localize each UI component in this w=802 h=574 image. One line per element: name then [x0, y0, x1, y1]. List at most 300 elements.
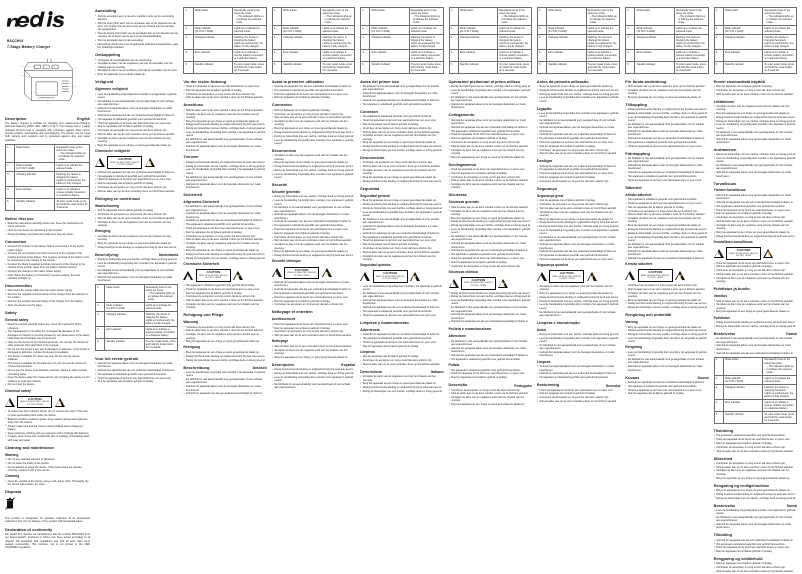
table-cell-index: 1.	[449, 8, 458, 26]
cell-line: (12 V/12 V AGM)	[106, 307, 125, 311]
list-item: • Lees de handleiding zorgvuldig door voordat u het apparaat in gebruik neemt.	[537, 96, 620, 103]
filler-nl-5	[95, 258, 178, 283]
list-item: • Berg het apparaat op een droge en goed geventileerde plaats op.	[449, 217, 532, 220]
list-item: • Gebruik het apparaat niet als een onderdeel beschadigd of defect is.	[449, 320, 532, 323]
caution-subtitle-es: RISK OF ELECTRIC SHOCK DO NOT OPEN	[375, 275, 405, 281]
table-row	[361, 62, 443, 74]
table-row	[272, 50, 354, 62]
column-9-finnish-danish-norwegian	[713, 6, 798, 574]
list-item: • Sluit de lader aan op de accu voordat u deze op het lichtnet aansluit.	[449, 145, 532, 148]
table-cell-function	[55, 145, 90, 163]
list-item: • Draag beschermende kleding en oogbescherming bij werk aan accu's.	[714, 116, 797, 119]
list-item: • Controleer de accupolen en zorg ervoor dat deze schoon zijn.	[272, 113, 355, 116]
list-item: • Controleer de accupolen en zorg ervoor dat deze schoon zijn.	[714, 269, 797, 272]
language-label-svenska: Svenska	[605, 383, 621, 388]
filler-fi-7	[714, 321, 797, 329]
list-item: • Sluit de lader aan op de accu voordat u deze op het lichtnet aansluit.	[537, 152, 620, 155]
column-5-spanish	[360, 6, 443, 563]
list-disconnection-en	[5, 289, 90, 307]
column-6-italian	[449, 6, 532, 563]
cell-line: Flashing: the device is charging the battery.	[587, 36, 612, 43]
warning-icon-strip-es	[360, 270, 443, 283]
cell-line: Mode indicator	[548, 27, 565, 31]
cell-line: Standby indicator	[371, 63, 391, 67]
table-cell-function	[409, 35, 443, 50]
list-item: • Berg het apparaat op een droge en goed geventileerde plaats op.	[272, 250, 355, 253]
table-row	[714, 411, 796, 423]
list-item: • Het apparaat is uitsluitend geschikt voor gebruik binnenshuis.	[183, 223, 266, 226]
table-cell-index: 4.	[361, 50, 370, 62]
cell-line: Mode indicator	[724, 27, 741, 31]
parts-table-body	[6, 145, 90, 211]
cell-line: Mode indicator	[371, 27, 388, 31]
table-cell-index: 5.	[714, 411, 723, 423]
list-item: • Controleer de accupolen en zorg ervoor dat deze schoon zijn.	[95, 213, 178, 216]
filler-fr-8	[272, 368, 355, 390]
list-item: • Gebruik het apparaat niet als een onderdeel beschadigd of defect is.	[537, 165, 620, 168]
list-item: • De fabrikant is niet aansprakelijk voor gevolgschade of voor schade aan eigendommen.	[449, 340, 532, 347]
list-item: • Read the instructions carefully before use. Keep the instructions for future reference.	[5, 222, 90, 229]
list-item: • Lees de handleiding zorgvuldig door voordat u het apparaat in gebruik neemt.	[625, 116, 708, 123]
table-row	[272, 8, 354, 26]
list-item: • Sluit de lader aan op de accu voordat u deze op het lichtnet aansluit.	[360, 131, 443, 134]
list-item: • Houd het apparaat uit de buurt van warmtebronnen en open vuur.	[625, 202, 708, 205]
heading-before-first-use-pt: Antes da primeira utilização	[536, 78, 589, 84]
list-item: • Verwijder de klem van de negatieve pool van het chassis van het voertuig.	[449, 183, 532, 190]
table-cell-function	[321, 62, 355, 74]
table-cell-index: 3.	[449, 35, 458, 50]
list-item: • Remove the positive terminal clamp of the charger from the battery.	[5, 300, 90, 303]
table-cell-part	[547, 8, 586, 26]
table-cell-index: 3.	[361, 35, 370, 50]
caution-title-pt: CAUTION	[559, 271, 574, 276]
list-item: • Verwijder de klem van de negatieve pool van het chassis van het voertuig.	[183, 333, 266, 340]
heading-cleaning-sub-fi: Puhdistus	[713, 315, 731, 320]
filler-sv-2	[625, 108, 708, 148]
heading-general-safety-pt: Segurança geral	[536, 193, 564, 198]
list-item: • Sluit de lader aan op de accu voordat u deze op het lichtnet aansluit.	[714, 570, 797, 573]
list-item: • Controleer de accupolen en zorg ervoor dat deze schoon zijn.	[537, 203, 620, 206]
table-cell-part	[105, 312, 144, 327]
list-item: • Do not use the device near bathtubs, showers, basins or other vessels containing water.	[5, 369, 90, 376]
heading-general-safety-it: Sicurezza generale	[448, 200, 480, 205]
filler-it-7	[449, 369, 532, 380]
list-item: • Het apparaat is uitsluitend geschikt voor gebruik binnenshuis.	[360, 115, 443, 118]
table-cell-index: 1.	[714, 357, 723, 375]
table-cell-function	[674, 26, 708, 35]
list-item: • Het apparaat is uitsluitend geschikt voor gebruik binnenshuis.	[272, 224, 355, 227]
table-cell-index: 4.	[714, 399, 723, 411]
list-item: • De fabrikant is niet aansprakelijk voor gevolgschade of voor schade aan eigendommen.	[537, 236, 620, 243]
list-item: • Verwijder de klem van de negatieve pool van het chassis van het voertuig.	[183, 242, 266, 249]
parts-table-fi	[714, 7, 797, 74]
list-item: • Reinig de buitenzijde met een zachte, vochtige doek en droog goed af.	[95, 258, 178, 261]
table-cell-part	[723, 384, 762, 399]
list-item: • Gebruik het apparaat niet als een onderdeel beschadigd of defect is.	[95, 369, 178, 372]
table-cell-index: 4.	[6, 187, 15, 199]
list-item: • Controleer de accupolen en zorg ervoor dat deze schoon zijn.	[537, 149, 620, 152]
table-cell-part	[547, 26, 586, 35]
heading-cleaning-fi: Puhdistus ja huolto	[713, 286, 750, 292]
heading-cleaning-no: Rengjøring og vedlikehold	[713, 556, 763, 562]
warning-triangle-icon-left-it	[449, 279, 459, 288]
section-title-description-nl: Beschrijving	[95, 251, 119, 257]
heading-chemical-safety-pt: Segurança química	[536, 263, 568, 268]
list-item: • Dek het apparaat niet af tijdens gebruik of opslag.	[537, 392, 620, 395]
list-item: • Houd het apparaat uit de buurt van warmtebronnen en open vuur.	[360, 119, 443, 122]
table-row	[537, 26, 619, 35]
filler-it-4	[449, 206, 532, 269]
list-item: • Sluit de acculader aan op de accu voordat u deze op de netvoeding aansluit.	[95, 15, 178, 22]
description-header-fi	[625, 376, 708, 380]
table-cell-part	[723, 35, 762, 50]
cell-line: (12 V/12 V AGM)	[16, 167, 35, 171]
list-item: • Dek het apparaat niet af tijdens gebruik of opslag.	[360, 123, 443, 126]
list-item: • Houd het apparaat uit de buurt van warmtebronnen en open vuur.	[714, 262, 797, 265]
heading-cleaning-sub-fr: Nettoyage	[271, 339, 289, 344]
table-cell-function	[55, 199, 90, 211]
filler-no-1	[714, 509, 797, 530]
list-item: • Het apparaat is uitsluitend geschikt voor gebruik binnenshuis.	[449, 369, 532, 372]
heading-before-first-use-fr: Avant la première utilisation	[271, 78, 324, 84]
list-item: • Lees de handleiding zorgvuldig door voordat u het apparaat in gebruik neemt.	[537, 337, 620, 344]
caution-title-nl: CAUTION	[118, 157, 132, 162]
warning-glyph-fr: !	[276, 271, 278, 276]
cell-line: Repeatedly press to the select the mode.	[764, 9, 791, 16]
list-item: • Gebruik het apparaat alleen voor de beoogde doeleinden en zoals beschreven.	[714, 523, 797, 530]
cell-line: Standby indicator	[194, 63, 214, 67]
list-item: • Only use the device as described in this manual.	[5, 229, 90, 232]
table-cell-function	[409, 62, 443, 74]
list-item: • Only use the device for its intended purposes. Do not use the device for other purposes than described in the manual.	[5, 341, 90, 348]
list-item: • Dek het apparaat niet af tijdens gebruik of opslag.	[272, 300, 355, 303]
cell-line: Repeatedly press to the select the mode.	[234, 9, 260, 16]
cell-line: Repeatedly press to the select the mode.	[587, 9, 614, 16]
list-cleaning-warnings-en	[5, 458, 90, 473]
list-item: • Het apparaat is uitsluitend geschikt voor gebruik binnenshuis.	[714, 205, 797, 208]
list-item: • Berg het apparaat op een droge en goed geventileerde plaats op.	[272, 356, 355, 359]
table-row	[361, 35, 443, 50]
table-cell-part	[547, 62, 586, 74]
table-cell-function	[763, 399, 797, 411]
list-item: • Sluit de lader aan op de accu voordat u deze op het lichtnet aansluit.	[714, 450, 797, 453]
warning-triangle-icon-right	[55, 398, 65, 407]
filler-it-1	[449, 85, 532, 110]
filler-fr-4	[272, 195, 355, 258]
list-item: • Sluit de lader aan op de accu voordat u deze op het lichtnet aansluit.	[183, 96, 266, 99]
filler-de-6	[183, 326, 266, 344]
cell-line: Charging indicator	[724, 385, 745, 389]
heading-disconnection-es: Desconexión	[360, 154, 385, 160]
list-item: • Draag beschermende kleding en oogbescherming bij werk aan accu's.	[95, 246, 178, 249]
list-item: • Het apparaat is uitsluitend geschikt voor gebruik binnenshuis.	[714, 543, 797, 546]
list-item: • Het apparaat is uitsluitend geschikt voor gebruik binnenshuis.	[95, 373, 178, 376]
filler-es-1	[360, 85, 443, 107]
list-item: • Berg het apparaat op een droge en goed geventileerde plaats op.	[714, 489, 797, 492]
list-item: • Dek het apparaat niet af tijdens gebruik of opslag.	[360, 345, 443, 348]
list-item: • Berg het apparaat op een droge en goed geventileerde plaats op.	[537, 85, 620, 88]
heading-connection-de: Anschluss	[183, 102, 204, 108]
list-item: • Houd het apparaat uit de buurt van warmtebronnen en open vuur.	[360, 314, 443, 317]
list-item: • De fabrikant is niet aansprakelijk voor gevolgschade of voor schade aan eigendommen.	[625, 243, 708, 250]
cell-line: Mode indicator	[636, 27, 653, 31]
list-item: • De fabrikant is niet aansprakelijk voor gevolgschade of voor schade aan eigendommen.	[714, 337, 797, 344]
heading-warning-en: Warning	[5, 452, 19, 457]
list-item: • Controleer de accupolen en zorg ervoor dat deze schoon zijn.	[272, 330, 355, 333]
list-item: • Gebruik het apparaat alleen voor de beoogde doeleinden en zoals beschreven.	[625, 164, 708, 171]
list-item: • Houd het apparaat uit de buurt van warmtebronnen en open vuur.	[714, 546, 797, 549]
cell-line: Lights up to indicate the selected mode.	[322, 27, 349, 34]
list-item: • De fabrikant is niet aansprakelijk voor gevolgschade of voor schade aan eigendommen.	[360, 218, 443, 225]
list-item: • Draag beschermende kleding en oogbescherming bij werk aan accu's.	[625, 228, 708, 231]
list-item: • Gebruik het apparaat alleen voor de beoogde doeleinden en zoals beschreven.	[537, 126, 620, 133]
list-item: • Dek het apparaat niet af tijdens gebruik of opslag.	[537, 199, 620, 202]
heading-chemical-safety-it: Sicurezza chimica	[448, 269, 478, 274]
list-item: • Draag beschermende kleding en oogbescherming bij werk aan accu's.	[360, 203, 443, 206]
list-item: • Reinig de buitenzijde met een zachte, vochtige doek en droog goed af.	[625, 112, 708, 115]
list-item: • De fabrikant is niet aansprakelijk voor gevolgschade of voor schade aan eigendommen.	[714, 516, 797, 523]
filler-es-2	[360, 115, 443, 152]
list-item: • Berg het apparaat op een droge en goed geventileerde plaats op.	[537, 292, 620, 295]
list-item: • Het apparaat is uitsluitend geschikt voor gebruik binnenshuis.	[95, 175, 178, 178]
column-1-english	[5, 6, 90, 563]
filler-fi-6	[714, 300, 797, 315]
list-item: • Verwijder de klem van de negatieve pool van het chassis van het voertuig.	[449, 396, 532, 403]
caution-subtitle-fr: RISK OF ELECTRIC SHOCK DO NOT OPEN	[287, 271, 316, 277]
table-cell-index: 3.	[714, 384, 723, 399]
list-item: • Houd het apparaat uit de buurt van warmtebronnen en open vuur.	[537, 172, 620, 175]
table-row	[184, 62, 266, 74]
list-item: • Controleer de accupolen en zorg ervoor dat deze schoon zijn.	[449, 389, 532, 392]
warning-triangle-icon-left-pt	[537, 272, 547, 281]
list-item: • Houd het apparaat uit de buurt van warmtebronnen en open vuur.	[449, 257, 532, 260]
list-item: • Gebruik het apparaat niet als een onderdeel beschadigd of defect is.	[272, 288, 355, 291]
list-item: • Controleer de accupolen en zorg ervoor dat deze schoon zijn.	[625, 284, 708, 287]
cell-line: Mode button	[459, 9, 474, 13]
table-row	[96, 339, 178, 351]
filler-sv-7	[625, 351, 708, 372]
cell-line: To enter repair mode, press and hold the mode button for 3 seconds.	[145, 340, 176, 350]
filler-de-1	[183, 85, 266, 100]
warning-glyph-de-2: ⚡	[236, 274, 241, 279]
cell-line: Standby indicator	[724, 63, 744, 67]
filler-pt-4	[537, 199, 620, 262]
list-item: • Houd het apparaat uit de buurt van warmtebronnen en open vuur.	[272, 228, 355, 231]
filler-no-2	[714, 539, 797, 554]
table-row	[449, 26, 531, 35]
filler-es-5	[360, 285, 443, 318]
column-4-french	[272, 6, 355, 563]
list-item: • Draag beschermende kleding en oogbescherming bij werk aan accu's.	[449, 220, 532, 223]
caution-subtitle-de: RISK OF ELECTRIC SHOCK DO NOT OPEN	[198, 274, 228, 280]
filler-fi-4	[714, 194, 797, 239]
list-item: • Verwijder de klem van de negatieve pool van het chassis van het voertuig.	[183, 303, 266, 310]
heading-chemical-safety-fr: Sécurité chimique	[271, 259, 301, 264]
filler-es-7	[360, 355, 443, 366]
list-item: • Controleer de accupolen en zorg ervoor dat deze schoon zijn.	[714, 462, 797, 465]
filler-nl-2	[95, 171, 178, 194]
table-cell-part	[723, 357, 762, 375]
cell-line: (12 V/12 V AGM)	[283, 30, 302, 34]
cell-line: – The indicators lights up to indicate the selected mode.	[146, 292, 177, 301]
list-item: • Sluit de lader aan op de accu voordat u deze op het lichtnet aansluit.	[625, 85, 708, 88]
list-item: • Reinig de buitenzijde met een zachte, vochtige doek en droog goed af.	[272, 195, 355, 198]
description-header-sv	[537, 383, 620, 387]
list-item: • Gebruik het apparaat niet als een onderdeel beschadigd of defect is.	[625, 381, 708, 384]
list-item: • Gebruik het apparaat alleen voor de beoogde doeleinden en zoals beschreven.	[183, 385, 266, 392]
cell-line: – The indicators lights up to indicate the selected mode.	[411, 15, 442, 24]
list-item: • Houd het apparaat uit de buurt van warmtebronnen en open vuur.	[537, 389, 620, 392]
table-cell-index: 5.	[714, 62, 723, 74]
list-item: • Verwijder de klem van de negatieve pool van de acculader van het chassis van het voertuig.	[95, 62, 178, 69]
filler-it-8	[449, 389, 532, 407]
heading-disconnection-pt: Desligar	[536, 158, 553, 164]
cell-line: (12 V/12 V AGM)	[636, 30, 655, 34]
cell-line: Lights up continuously: the battery is fully charged.	[675, 42, 705, 49]
filler-nl-3	[95, 209, 178, 227]
list-item: • Verwijder de klem van de negatieve pool van het chassis van het voertuig.	[449, 210, 532, 217]
filler-it-5	[449, 292, 532, 325]
cell-line: Repeatedly press to the select the mode.	[322, 9, 349, 16]
cell-line: – The indicators lights up to indicate the selected mode.	[588, 15, 619, 24]
list-item: • Lees de handleiding zorgvuldig door voordat u het apparaat in gebruik neemt.	[714, 157, 797, 164]
filler-pt-2	[537, 112, 620, 156]
language-label-dansk: Dansk	[786, 332, 798, 337]
filler-de-5	[183, 284, 266, 310]
filler-fi-5	[714, 262, 797, 284]
cell-line: Lights up continuously: the battery is fully charged.	[234, 42, 263, 49]
cell-line: Mode indicator	[459, 27, 476, 31]
language-label-suomi: Suomi	[697, 375, 709, 380]
filler-fr-2	[272, 109, 355, 146]
table-cell-function	[586, 62, 620, 74]
table-cell-part	[281, 62, 320, 74]
list-item: • Sluit de rode (plus) klem van de acculader aan op de pluspool van de accu. De minpool van de accu moet op het chassis van het voertuig zijn aangesloten.	[95, 22, 178, 32]
list-item: • Het apparaat is uitsluitend geschikt voor gebruik binnenshuis.	[625, 141, 708, 144]
heading-cleaning-en: Cleaning and maintenance	[5, 444, 55, 450]
cell-line: Lights up to indicate a reverse polarity connection or a defective battery.	[499, 51, 529, 61]
cell-line: To enter repair mode, press and hold the mode button for 3 seconds.	[410, 63, 441, 73]
cell-line: Flashing: the device is charging the battery.	[234, 36, 259, 43]
language-label-english: English	[77, 117, 91, 122]
table-cell-part	[723, 50, 762, 62]
warning-glyph-sv-2: ⚡	[678, 274, 683, 279]
product-illustration	[5, 52, 90, 110]
table-cell-part	[370, 50, 409, 62]
list-item: • Reinig de buitenzijde met een zachte, vochtige doek en droog goed af.	[183, 257, 266, 260]
list-item: • Draag beschermende kleding en oogbescherming bij werk aan accu's.	[537, 221, 620, 224]
parts-table-body-sv	[626, 8, 708, 74]
warning-triangle-icon-left-sv	[625, 271, 635, 280]
cell-line: Lights up to indicate a reverse polarity connection or a defective battery.	[764, 51, 794, 61]
list-item: • Sluit de lader aan op de accu voordat u deze op het lichtnet aansluit.	[714, 220, 797, 223]
table-row	[626, 50, 708, 62]
caution-box	[17, 396, 52, 409]
cell-line: Charging indicator	[283, 36, 303, 40]
table-cell-index: 2.	[449, 26, 458, 35]
parts-table-es	[360, 7, 443, 74]
filler-de-7	[183, 351, 266, 362]
list-item: • Verwijder de klem van de negatieve pool van het chassis van het voertuig.	[95, 235, 178, 242]
table-row	[449, 62, 531, 74]
list-item: • Het apparaat is uitsluitend geschikt voor gebruik binnenshuis.	[625, 175, 708, 178]
cell-line: Repeatedly press to the select the mode.	[675, 9, 702, 16]
list-item: • Controleer de accupolen en zorg ervoor dat deze schoon zijn.	[272, 303, 355, 306]
table-cell-function	[144, 303, 178, 312]
parts-table-de	[183, 7, 266, 74]
caution-title-sv: CAUTION	[648, 270, 662, 275]
filler-it-6	[449, 340, 532, 362]
heading-safety-fi: Turvallisuus	[713, 180, 737, 186]
list-item: • Dek het apparaat niet af tijdens gebruik of opslag.	[449, 261, 532, 264]
cell-line: Lights up to indicate a reverse polarity connection or a defective battery.	[145, 328, 175, 338]
cell-line: Mode indicator	[283, 27, 300, 31]
list-item: • Houd het apparaat uit de buurt van warmtebronnen en open vuur.	[625, 179, 708, 182]
list-item: • Draag beschermende kleding en oogbescherming bij werk aan accu's.	[183, 253, 266, 256]
list-item: • Dek het apparaat niet af tijdens gebruik of opslag.	[360, 355, 443, 358]
table-cell-index: 2.	[714, 375, 723, 384]
list-item: • Houd het apparaat uit de buurt van warmtebronnen en open vuur.	[183, 85, 266, 88]
heading-warning-de: Warnung	[183, 320, 198, 324]
filler-sv-5	[625, 284, 708, 310]
cell-line: Lights up continuously: the battery is fully charged.	[322, 42, 352, 49]
list-item: • Lees de handleiding zorgvuldig door voordat u het apparaat in gebruik neemt.	[95, 262, 178, 269]
list-item: • Lees de handleiding zorgvuldig door voordat u het apparaat in gebruik neemt.	[449, 299, 532, 306]
list-item: • Dek het apparaat niet af tijdens gebruik of opslag.	[625, 206, 708, 209]
list-item: • Controleer de accupolen en zorg ervoor dat deze schoon zijn.	[449, 141, 532, 144]
table-cell-part	[547, 35, 586, 50]
warning-glyph-de: !	[187, 274, 189, 279]
parts-table-it	[449, 7, 532, 74]
table-cell-index: 1.	[6, 145, 15, 163]
heading-general-safety-en: General safety	[5, 317, 29, 322]
list-item: • Reinig de buitenzijde met een zachte, vochtige doek en droog goed af.	[449, 85, 532, 88]
table-cell-function	[233, 50, 267, 62]
list-chemical-safety-en	[5, 410, 90, 442]
list-item: • Draag beschermende kleding en oogbescherming bij werk aan accu's.	[714, 493, 797, 496]
list-item: • Controleer de accupolen en zorg ervoor dat deze schoon zijn.	[95, 186, 178, 189]
table-cell-index: 4.	[626, 50, 635, 62]
list-item: • Verwijder de klem van de negatieve pool van het chassis van het voertuig.	[272, 243, 355, 250]
table-cell-function	[498, 8, 532, 26]
heading-warning-sv: Varning	[625, 320, 638, 324]
list-item: • Berg het apparaat op een droge en goed geventileerde plaats op.	[625, 224, 708, 227]
list-item: • De fabrikant is niet aansprakelijk voor gevolgschade of voor schade aan eigendommen.	[449, 235, 532, 242]
table-cell-part	[458, 8, 497, 26]
list-item: • Gebruik het apparaat alleen voor de beoogde doeleinden en zoals beschreven.	[714, 194, 797, 201]
list-item: • Berg het apparaat op een droge en goed geventileerde plaats op.	[625, 299, 708, 302]
crossed-out-wheelie-bin-icon	[5, 497, 15, 510]
cell-line: Lights up to indicate the selected mode.	[410, 27, 437, 34]
list-item: • Sluit de lader aan op de accu voordat u deze op het lichtnet aansluit.	[714, 466, 797, 469]
list-item: • Verwijder de klem van de negatieve pool van het chassis van het voertuig.	[272, 349, 355, 356]
list-item: • Sluit de lader aan op de accu voordat u deze op het lichtnet aansluit.	[360, 251, 443, 254]
table-row	[184, 8, 266, 26]
list-item: • Sluit de lader aan op de accu voordat u deze op het lichtnet aansluit.	[183, 238, 266, 241]
list-item: • De fabrikant is niet aansprakelijk voor gevolgschade of voor schade aan eigendommen.	[537, 119, 620, 126]
list-item: • Verwijder de klem van de negatieve pool van het chassis van het voertuig.	[272, 154, 355, 161]
warning-glyph-fr-2: ⚡	[325, 271, 330, 276]
cell-line: – The indicators lights up to indicate the selected mode.	[764, 365, 795, 374]
table-cell-index: 2.	[361, 26, 370, 35]
list-item: • Controleer de accupolen en zorg ervoor dat deze schoon zijn.	[537, 396, 620, 399]
cell-line: Lights up to indicate a reverse polarity connection or a defective battery.	[234, 51, 264, 61]
heading-general-safety-de: Allgemeine Sicherheit	[183, 199, 219, 204]
description-header-en	[5, 117, 90, 121]
list-item: • Gebruik het apparaat alleen voor de beoogde doeleinden en zoals beschreven.	[183, 212, 266, 219]
list-item: • Verwijder de klem van de negatieve pool van het chassis van het voertuig.	[537, 211, 620, 218]
cell-line: Mode button	[548, 9, 562, 13]
